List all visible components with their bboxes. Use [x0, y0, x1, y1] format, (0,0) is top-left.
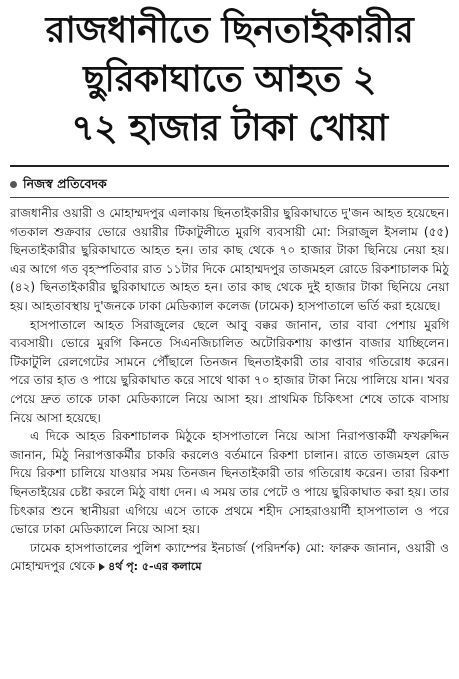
paragraph-3: এ দিকে আহত রিকশাচালক মিঠুকে হাসপাতালে নিয়ে আসা নিরাপত্তাকর্মী ফখরুদ্দিন জানান, মিঠু নিরাপত্তাকর্মীর চাকরি করলেও বর্তমানে রিকশা চালান। রাতে তাজমহল রোড দিয়ে রিকশা চালিয়ে যাওয়ার সময় তিনজন ছিনতাইকারী তার গতিরোধ করেন। তারা রিকশা ছিনতাইয়ের চেষ্টা করলে মিঠু বাধা দেন। এ সময় তার পেটে ও পায়ে ছুরিকাঘাত করা হয়। তার চিৎকার শুনে স্থানীয়রা এগিয়ে এসে তাকে প্রথমে শহীদ সোহরাওয়ার্দী হাসপাতাল ও পরে ভোরে ঢাকা মেডিক্যালে নিয়ে আসা হয়।: [10, 429, 449, 537]
continuation-note: ৪র্থ পৃ: ৫-এর কলামে: [108, 560, 202, 574]
headline-line-2: ছুরিকাঘাতে আহত ২: [83, 59, 376, 100]
continuation-arrow-icon: [99, 563, 105, 571]
headline-line-1: রাজধানীতে ছিনতাইকারীর: [45, 10, 414, 51]
paragraph-1: রাজধানীর ওয়ারী ও মোহাম্মদপুর এলাকায় ছিনতাইকারীর ছুরিকাঘাতে দু'জন আহত হয়েছেন। গতকাল শুক্রবার ভোরে ওয়ারীর টিকাটুলীতে মুরগি ব্যবসায়ী মো: সিরাজুল ইসলাম (৫৫) ছিনতাইকারীর ছুরিকাঘাতে আহত হন। তার কাছ থেকে ৭০ হাজার টাকা ছিনিয়ে নেয়া হয়। এর আগে গত বৃহস্পতিবার রাত ১১টার দিকে মোহাম্মদপুর তাজমহল রোডে রিকশাচালক মিঠু (৪২) ছিনতাইকারীর ছুরিকাঘাতে আহত হন। তার কাছ থেকে দুই হাজার টাকা ছিনিয়ে নেয়া হয়। আহতাবস্থায় দু'জনকে ঢাকা মেডিক্যাল কলেজ (ঢামেক) হাসপাতালে ভর্তি করা হয়েছে।: [10, 206, 450, 313]
headline-line-3: ৭২ হাজার টাকা খোয়া: [71, 108, 388, 149]
paragraph-4-text: ঢামেক হাসপাতালের পুলিশ ক্যাম্পের ইনচার্জ (পরিদর্শক) মো: ফারুক জানান, ওয়ারী ও মোহাম্মদপুর থেকে: [10, 540, 449, 574]
headline-rule: [10, 165, 449, 167]
byline: [10, 175, 449, 193]
byline-text: নিজস্ব প্রতিবেদক: [23, 176, 107, 191]
byline-divider: [10, 197, 449, 198]
bullet-icon: [10, 181, 17, 188]
paragraph-4: [10, 539, 449, 577]
headline: [10, 6, 449, 153]
paragraph-2: হাসপাতালে আহত সিরাজুলের ছেলে আবু বক্কর জানান, তার বাবা পেশায় মুরগি ব্যবসায়ী। ভোরে মুরগি কিনতে সিএনজিচালিত অটোরিকশায় কাপ্তান বাজার যাচ্ছিলেন। টিকাটুলি রেলগেটের সামনে পৌঁছালে তিনজন ছিনতাইকারী তার বাবার গতিরোধ করেন। পরে তার হাত ও পায়ে ছুরিকাঘাত করে সাথে থাকা ৭০ হাজার টাকা নিয়ে পালিয়ে যান। খবর পেয়ে দ্রুত তাকে ঢাকা মেডিক্যালে নিয়ে আসা হয়। প্রাথমিক চিকিৎসা শেষে তাকে বাসায় নিয়ে আসা হয়েছে।: [10, 317, 449, 425]
article-body: [10, 204, 449, 577]
